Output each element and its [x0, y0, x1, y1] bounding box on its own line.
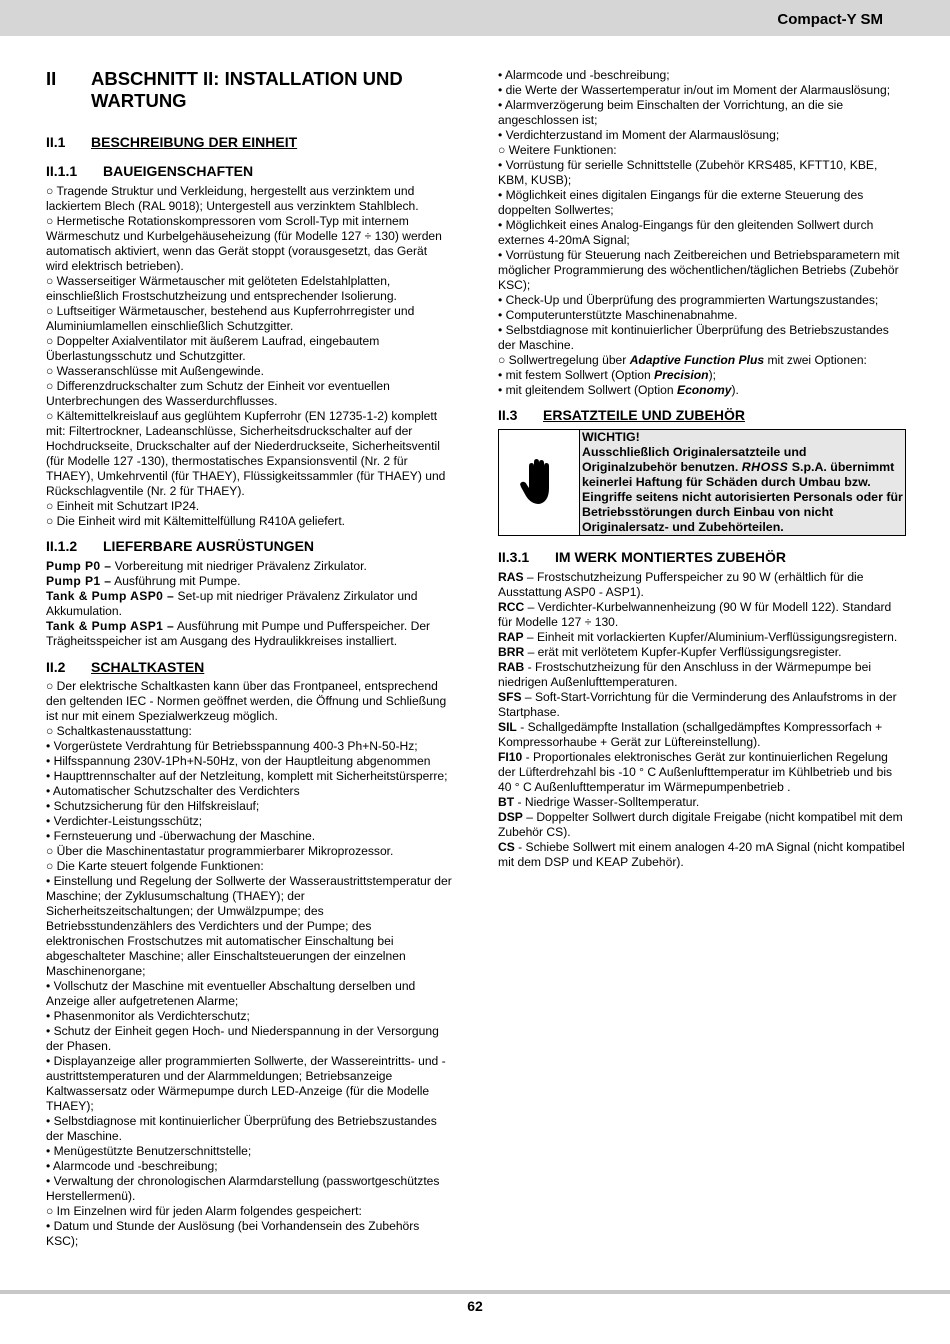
list-item [498, 720, 906, 750]
heading-title: LIEFERBARE AUSRÜSTUNGEN [103, 538, 315, 554]
list-item: ○ Schaltkastenausstattung: [46, 724, 192, 738]
list-item: • Verdichter-Leistungsschütz; [46, 814, 203, 828]
list-item: • Möglichkeit eines Analog-Eingangs für den gleitenden Sollwert durch externes 4-20mA Signal; [498, 218, 874, 247]
list-item: • Computerunterstützte Maschinenabnahme. [498, 308, 738, 322]
list-item: • Vorrüstung für serielle Schnittstelle (Zubehör KRS485, KFTT10, KBE, KBM, KUSB); [498, 158, 878, 187]
list-item: ○ Doppelter Axialventilator mit äußerem Laufrad, eingebautem Überlastungsschutz und Schutzgitter. [46, 334, 380, 363]
heading-ii-3-1 [498, 549, 906, 566]
heading-title: BAUEIGENSCHAFTEN [103, 163, 254, 179]
list-item [498, 690, 906, 720]
list-item: ○ Wasserseitiger Wärmetauscher mit gelöteten Edelstahlplatten, einschließlich Frostschutzheizung und entsprechender Isolierung. [46, 274, 397, 303]
brand-logo: RHOSS [741, 460, 789, 474]
warning-body: Ausschließlich Originalersatzteile und Originalzubehör benutzen. [582, 445, 807, 474]
list-item: • Selbstdiagnose mit kontinuierlicher Überprüfung des Betriebszustandes der Maschine. [498, 323, 889, 352]
heading-number: II.2 [46, 659, 66, 675]
heading-number: II.1 [46, 134, 66, 150]
item-code: BRR [498, 645, 525, 659]
list-item [46, 559, 452, 574]
item-text: – Verdichter-Kurbelwannenheizung (90 W für Modell 122). Standard für Modelle 127 ÷ 130. [498, 600, 892, 629]
item-emphasis: Adaptive Function Plus [629, 353, 765, 367]
item-text: – Doppelter Sollwert durch digitale Freigabe (nicht kompatibel mit dem Zubehör CS). [498, 810, 903, 839]
heading-ii-2 [46, 659, 452, 676]
list-item [498, 660, 906, 690]
list-item: • Selbstdiagnose mit kontinuierlicher Überprüfung des Betriebszustandes der Maschine. [46, 1114, 437, 1143]
list-item [498, 600, 906, 630]
heading-number: II.3 [498, 407, 518, 423]
list-item: ○ Im Einzelnen wird für jeden Alarm folgendes gespeichert: [46, 1204, 362, 1218]
list-item: • Alarmcode und -beschreibung; [46, 1159, 218, 1173]
section-heading [46, 68, 452, 112]
item-code: SFS [498, 690, 522, 704]
heading-number: II.1.1 [46, 163, 78, 179]
heading-ii-1-2 [46, 538, 452, 555]
heading-number: II.3.1 [498, 549, 530, 565]
list-item: ○ Hermetische Rotationskompressoren vom Scroll-Typ mit internem Wärmeschutz und Kurbelgehäuseheizung (für Modelle 127 ÷ 130) werden automatisch aktiviert, wenn das Gerät stoppt (vorausgesetzt, das Gerät wird elektrisch betrieben). [46, 214, 442, 273]
header-bar [0, 0, 950, 36]
features-list [46, 184, 452, 529]
item-code: Pump P1 – [46, 574, 112, 588]
item-code: Tank & Pump ASP0 – [46, 589, 175, 603]
right-column [498, 68, 906, 870]
item-text: ); [708, 368, 716, 382]
item-code: RCC [498, 600, 525, 614]
list-item: ○ Einheit mit Schutzart IP24. [46, 499, 200, 513]
item-text: Ausführung mit Pumpe und Pufferspeicher. Der Trägheitsspeicher ist am Ausgang des Hydraulikkreises installiert. [46, 619, 431, 648]
item-text: Ausführung mit Pumpe. [111, 574, 241, 588]
accessories-list [498, 570, 906, 870]
item-code: Pump P0 – [46, 559, 112, 573]
list-item [46, 574, 452, 589]
heading-title: BESCHREIBUNG DER EINHEIT [91, 134, 298, 150]
list-item: • die Werte der Wassertemperatur in/out im Moment der Alarmauslösung; [498, 83, 891, 97]
list-item [498, 383, 906, 398]
heading-title: IM WERK MONTIERTES ZUBEHÖR [555, 549, 786, 565]
list-item [498, 630, 906, 645]
list-item: ○ Kältemittelkreislauf aus geglühtem Kupferrohr (EN 12735-1-2) komplett mit: Filtertrockner, Ladeanschlüsse, Sicherheitsdruckschalter auf der Hochdruckseite, Druckschalter auf der Niederdruckseite, Sicherheitsventil (für Modelle 127 -130), thermostatisches Expansionsventil (Nr. 2 für THAEY), Umkehrventil (für THAEY), Flüssigkeitssammler (für THAEY) und Rückschlagventile (Nr. 2 für THAEY). [46, 409, 446, 498]
left-column [46, 68, 452, 1249]
list-item: ○ Differenzdruckschalter zum Schutz der Einheit vor eventuellen Unterbrechungen des Wasserdurchflusses. [46, 379, 390, 408]
item-code: RAB [498, 660, 525, 674]
item-text: - Schiebe Sollwert mit einem analogen 4-20 mA Signal (nicht kompatibel mit dem DSP und KEAP Zubehör). [498, 840, 905, 869]
item-text: - Proportionales elektronisches Gerät zur kontinuierlichen Regelung der Lüfterdrehzahl bis -10 ° C Außenlufttemperatur im Kühlbetrieb und bis 40 ° C Außenlufttemperatur im Wärmepumpenbetrieb . [498, 750, 893, 794]
item-text: • mit festem Sollwert (Option [498, 368, 655, 382]
item-text: – Einheit mit vorlackierten Kupfer/Aluminium-Verflüssigungsregistern. [523, 630, 898, 644]
list-item: • Hilfsspannung 230V-1Ph+N-50Hz, von der Hauptleitung abgenommen [46, 754, 431, 768]
list-item: • Menügestützte Benutzerschnittstelle; [46, 1144, 252, 1158]
list-item: • Fernsteuerung und -überwachung der Maschine. [46, 829, 316, 843]
heading-title: SCHALTKASTEN [91, 659, 205, 675]
item-code: Tank & Pump ASP1 – [46, 619, 175, 633]
control-box-list [46, 679, 452, 1249]
list-item: • Schutzsicherung für den Hilfskreislauf; [46, 799, 260, 813]
heading-number: II.1.2 [46, 538, 78, 554]
item-text: • mit gleitendem Sollwert (Option [498, 383, 677, 397]
list-item: • Vorgerüstete Verdrahtung für Betriebsspannung 400-3 Ph+N-50-Hz; [46, 739, 418, 753]
list-item: ○ Tragende Struktur und Verkleidung, hergestellt aus verzinktem und lackiertem Blech (RAL 9018); Untergestell aus verzinktem Stahlblech. [46, 184, 419, 213]
list-item: • Verdichterzustand im Moment der Alarmauslösung; [498, 128, 780, 142]
list-item: ○ Luftseitiger Wärmetauscher, bestehend aus Kupferrohrregister und Aluminiumlamellen einschließlich Schutzgitter. [46, 304, 415, 333]
list-item: ○ Der elektrische Schaltkasten kann über das Frontpaneel, entsprechend den geltenden IEC - Normen geöffnet werden, die Öffnung und Schließung ist nur mit einem Spezialwerkzeug möglich. [46, 679, 447, 723]
list-item: • Einstellung und Regelung der Sollwerte der Wasseraustrittstemperatur der Maschine; der Zyklusumschaltung (THAEY); der Sicherheitszeitschaltungen; der Umwälzpumpe; des Betriebsstundenzählers des Verdichters und der Pumpe; des elektronischen Frostschutzes mit automatischer Einschaltung bei abgeschalteter Maschine; aller Einschaltsteuerungen der einzelnen Maschinenorgane; [46, 874, 452, 978]
list-item: ○ Über die Maschinentastatur programmierbarer Mikroprozessor. [46, 844, 394, 858]
item-emphasis: Precision [654, 368, 709, 382]
item-code: RAP [498, 630, 524, 644]
hand-stop-icon [499, 430, 580, 535]
item-text: – Soft-Start-Vorrichtung für die Verminderung des Anlaufstroms in der Startphase. [498, 690, 897, 719]
list-item [46, 619, 452, 649]
item-text: Set-up mit niedriger Prävalenz Zirkulator und Akkumulation. [46, 589, 418, 618]
footer-divider [0, 1290, 950, 1294]
list-item: • Möglichkeit eines digitalen Eingangs für die externe Steuerung des doppelten Sollwertes; [498, 188, 864, 217]
item-code: SIL [498, 720, 517, 734]
item-code: FI10 [498, 750, 523, 764]
equipment-list [46, 559, 452, 649]
list-item: • Alarmverzögerung beim Einschalten der Vorrichtung, an die sie angeschlossen ist; [498, 98, 844, 127]
list-item [498, 645, 906, 660]
item-text: mit zwei Optionen: [764, 353, 867, 367]
item-text: ). [731, 383, 739, 397]
item-text: - Frostschutzheizung für den Anschluss in der Wärmepumpe bei niedrigen Außenlufttemperaturen. [498, 660, 872, 689]
warning-box [498, 429, 906, 536]
item-text: - Schallgedämpfte Installation (schallgedämpftes Kompressorfach + Kompressorhaube + Gerät zur Lüftereinstellung). [498, 720, 883, 749]
list-item: ○ Die Karte steuert folgende Funktionen: [46, 859, 264, 873]
list-item: ○ Weitere Funktionen: [498, 143, 617, 157]
list-item: • Verwaltung der chronologischen Alarmdarstellung (passwortgeschütztes Herstellermenü). [46, 1174, 440, 1203]
item-code: RAS [498, 570, 524, 584]
list-item [498, 810, 906, 840]
section-number: II [46, 68, 57, 89]
list-item: • Displayanzeige aller programmierten Sollwerte, der Wassereintritts- und -austrittstemperaturen und der Alarmmeldungen; Betriebsanzeige Kaltwassersatz oder Wärmepumpe durch LED-Anzeige (für die Modelle THAEY); [46, 1054, 446, 1113]
list-item: • Schutz der Einheit gegen Hoch- und Niederspannung in der Versorgung der Phasen. [46, 1024, 439, 1053]
heading-ii-1-1 [46, 163, 452, 180]
section-title: ABSCHNITT II: INSTALLATION UND WARTUNG [91, 68, 403, 111]
document-title: Compact-Y SM [777, 11, 883, 28]
functions-list [498, 68, 906, 398]
item-emphasis: Economy [677, 383, 732, 397]
item-code: BT [498, 795, 515, 809]
page-number: 62 [467, 1298, 483, 1314]
list-item: • Haupttrennschalter auf der Netzleitung, komplett mit Sicherheitstürsperre; [46, 769, 448, 783]
list-item: • Check-Up und Überprüfung des programmierten Wartungszustandes; [498, 293, 879, 307]
heading-title: ERSATZTEILE UND ZUBEHÖR [543, 407, 745, 423]
list-item [498, 840, 906, 870]
list-item [498, 570, 906, 600]
item-text: ○ Sollwertregelung über [498, 353, 630, 367]
list-item: • Vorrüstung für Steuerung nach Zeitbereichen und Betriebsparametern mit möglicher Programmierung des wöchentlichen/täglichen Betriebs (Zubehör KSC); [498, 248, 900, 292]
warning-text [580, 430, 905, 535]
item-text: – erät mit verlötetem Kupfer-Kupfer Verflüssigungsregister. [524, 645, 842, 659]
item-code: DSP [498, 810, 523, 824]
list-item [46, 589, 452, 619]
warning-body: S.p.A. übernimmt keinerlei Haftung für Schäden durch Umbau bzw. Eingriffe seitens nicht autorisierten Personals oder für Betriebsstörungen durch Einbau von nicht Originalersatz- und Zubehörteilen. [582, 460, 903, 534]
item-text: Vorbereitung mit niedriger Prävalenz Zirkulator. [111, 559, 367, 573]
list-item [498, 353, 906, 368]
heading-ii-1 [46, 134, 452, 151]
list-item: • Phasenmonitor als Verdichterschutz; [46, 1009, 250, 1023]
list-item: • Automatischer Schutzschalter des Verdichters [46, 784, 300, 798]
list-item [498, 368, 906, 383]
heading-ii-3 [498, 407, 906, 424]
item-text: – Frostschutzheizung Pufferspeicher zu 90 W (erhältlich für die Ausstattung ASP0 - ASP1). [498, 570, 864, 599]
warning-label: WICHTIG! [582, 430, 640, 444]
item-code: CS [498, 840, 515, 854]
list-item: • Datum und Stunde der Auslösung (bei Vorhandensein des Zubehörs KSC); [46, 1219, 420, 1248]
list-item: ○ Wasseranschlüsse mit Außengewinde. [46, 364, 264, 378]
list-item: • Vollschutz der Maschine mit eventueller Abschaltung derselben und Anzeige aller aufgetretenen Alarme; [46, 979, 416, 1008]
list-item [498, 750, 906, 795]
list-item [498, 795, 906, 810]
list-item: • Alarmcode und -beschreibung; [498, 68, 670, 82]
item-text: - Niedrige Wasser-Solltemperatur. [514, 795, 700, 809]
list-item: ○ Die Einheit wird mit Kältemittelfüllung R410A geliefert. [46, 514, 346, 528]
